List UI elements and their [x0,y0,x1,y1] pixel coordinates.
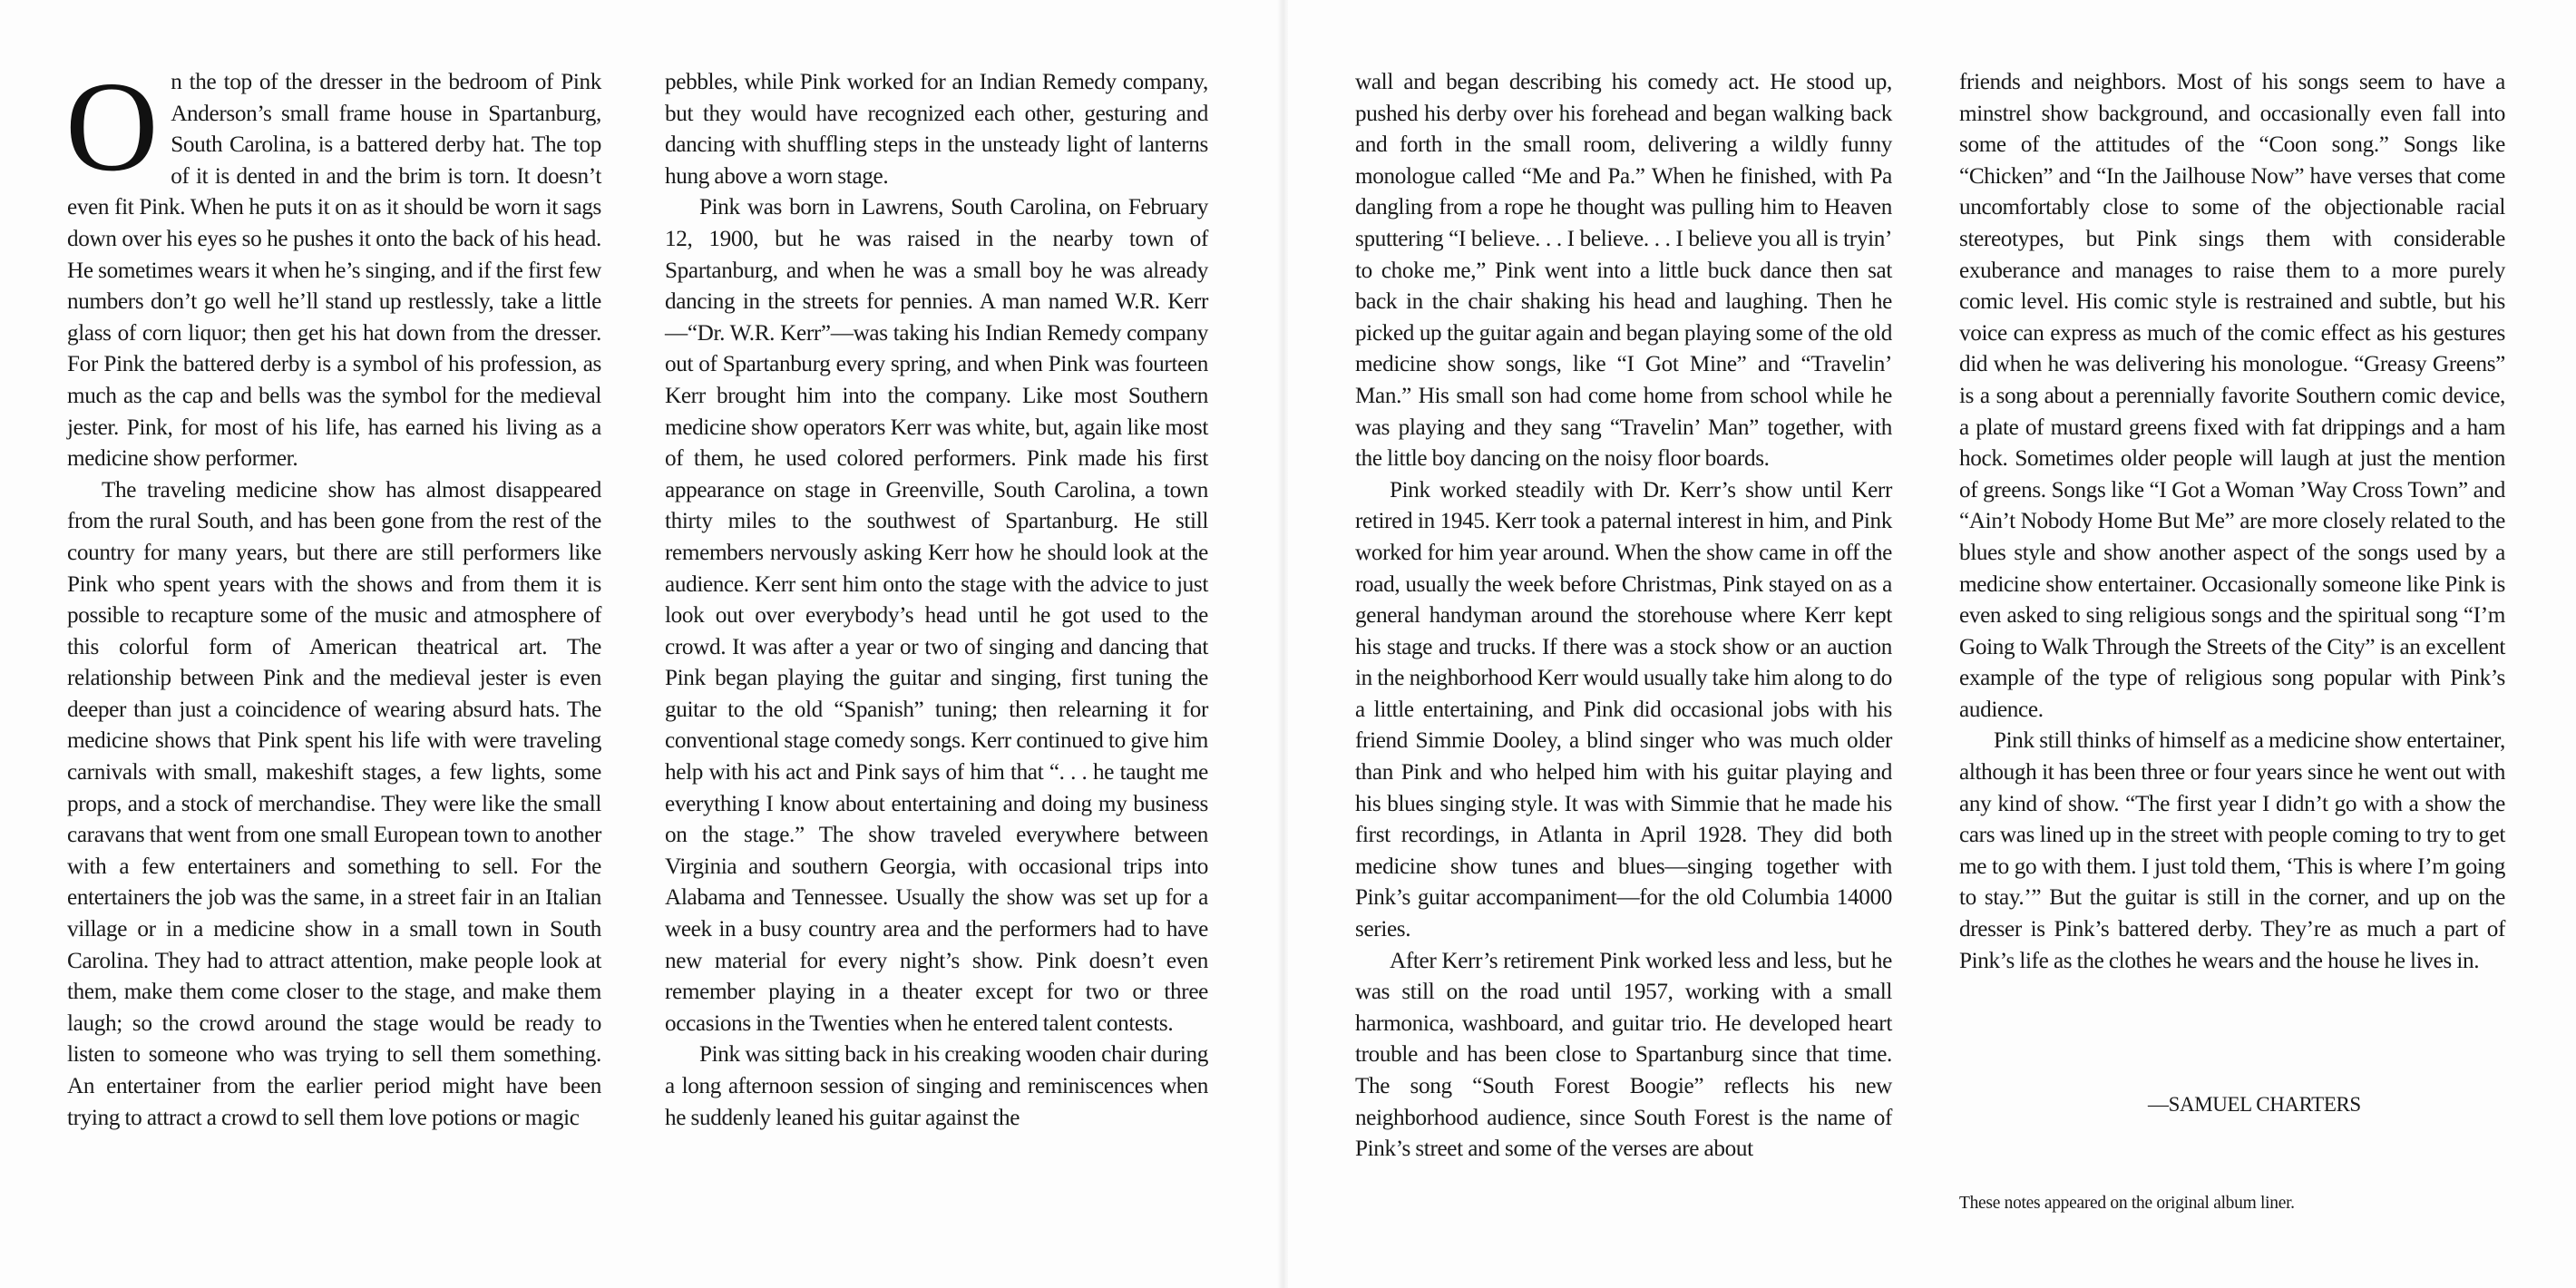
paragraph: Pink still thinks of himself as a medicine show entertainer, although it has been three or four years since he went out with any kind of show. “The first year I didn’t go with a show the cars was lined up in the street with people coming to try to get me to go with them. I just told them, ‘This is where I’m going to stay.’” But the guitar is still in the corner, and up on the dresser is Pink’s battered derby. They’re as much a part of Pink’s life as the clothes he wears and the house he lives in. [1959,728,2505,973]
column-2 [665,67,1208,1134]
drop-cap: O [65,54,159,198]
paragraph-text: n the top of the dresser in the bedroom of Pink Anderson’s small frame house in Spartanburg, South Carolina, is a battered derby hat. The top of it is dented in and the brim is torn. It doesn’t even fit Pink. When he puts it on as it should be worn it sags down over his eyes so he pushes it onto the back of his head. He sometimes wears it when he’s singing, and if the first few numbers don’t go well he’ll stand up restlessly, take a little glass of corn liquor; then get his hat down from the dresser. For Pink the battered derby is a symbol of his profession, as much as the cap and bells was the symbol for the medieval jester. Pink, for most of his life, has earned his living as a medicine show performer. [67,70,601,472]
column-1 [65,54,601,1134]
paragraph: The traveling medicine show has almost disappeared from the rural South, and has been gone from the rest of the country for many years, but there are still performers like Pink who spent years with the shows and from them it is possible to recapture some of the music and atmosphere of this colorful form of American theatrical art. The relationship between Pink and the medieval jester is even deeper than just a coincidence of wearing absurd hats. The medicine shows that Pink spent his life with were traveling carnivals with small, makeshift stages, a few lights, some props, and a stock of merchandise. They were like the small caravans that went from one small European town to another with a few entertainers and something to sell. For the entertainers the job was the same, in a street fair in an Italian village or in a medicine show in a small town in South Carolina. They had to attract attention, make people look at them, make them come closer to the stage, and make them laugh; so the crowd around the stage would be ready to listen to someone who was trying to sell them something. An entertainer from the earlier period might have been trying to attract a crowd to sell them love potions or magic [67,477,601,1130]
paragraph [65,54,601,475]
column-3 [1355,67,1892,1166]
paragraph: pebbles, while Pink worked for an Indian Remedy company, but they would have recognized each other, gesturing and dancing with shuffling steps in the unsteady light of lanterns hung above a worn stage. [665,70,1208,189]
paragraph: After Kerr’s retirement Pink worked less and less, but he was still on the road until 1957, working with a small harmonica, washboard, and guitar trio. He developed heart trouble and has been close to Spartanburg since that time. The song “South Forest Boogie” reflects his new neighborhood audience, since South Forest is the name of Pink’s street and some of the verses are about [1355,948,1892,1162]
paragraph: friends and neighbors. Most of his songs seem to have a minstrel show background, and occasionally even fall into some of the attitudes of the “Coon song.” Songs like “Chicken” and “In the Jailhouse Now” have verses that come uncomfortably close to some of the objectionable racial stereotypes, but Pink sings them with considerable exuberance and manages to raise them to a more purely comic level. His comic style is restrained and subtle, but his voice can express as much of the comic effect as his gestures did when he was delivering his monologue. “Greasy Greens” is a song about a perennially favorite Southern comic device, a plate of mustard greens fixed with fat drippings and a ham hock. Sometimes older people will laugh at just the mention of greens. Songs like “I Got a Woman ’Way Cross Town” and “Ain’t Nobody Home But Me” are more closely related to the blues style and show another aspect of the songs used by a medicine show entertainer. Occasionally someone like Pink is even asked to sing religious songs and the spiritual song “I’m Going to Walk Through the Streets of the City” is an excellent example of the type of religious song popular with Pink’s audience. [1959,70,2505,722]
paragraph: wall and began describing his comedy act. He stood up, pushed his derby over his forehead and began walking back and forth in the small room, delivering a wildly funny monologue called “Me and Pa.” When he finished, with Pa dangling from a rope he thought was pulling him to Heaven sputtering “I believe. . . I believe. . . I believe you all is tryin’ to choke me,” Pink went into a little buck dance then sat back in the chair shaking his head and laughing. Then he picked up the guitar again and began playing some of the old medicine show songs, like “I Got Mine” and “Travelin’ Man.” His small son had come home from school while he was playing and they sang “Travelin’ Man” together, with the little boy dancing on the noisy floor boards. [1355,70,1892,472]
left-page [0,0,1281,1288]
column-4 [1959,67,2505,977]
author-signature: —SAMUEL CHARTERS [2148,1093,2361,1116]
footnote: These notes appeared on the original album liner. [1959,1194,2295,1213]
paragraph: Pink worked steadily with Dr. Kerr’s show until Kerr retired in 1945. Kerr took a paternal interest in him, and Pink worked for him year around. When the show came in off the road, usually the week before Christmas, Pink stayed on as a general handyman around the storehouse where Kerr kept his stage and trucks. If there was a stock show or an auction in the neighborhood Kerr would usually take him along to do a little entertaining, and Pink did occasional jobs with his friend Simmie Dooley, a blind singer who was much older than Pink and who helped him with his guitar playing and his blues singing style. It was with Simmie that he made his first recordings, in Atlanta in April 1928. They did both medicine show tunes and blues—singing together with Pink’s guitar accompaniment—for the old Columbia 14000 series. [1355,477,1892,942]
paragraph: Pink was sitting back in his creaking wooden chair during a long afternoon session of singing and reminiscences when he suddenly leaned his guitar against the [665,1042,1208,1130]
paragraph: Pink was born in Lawrens, South Carolina, on February 12, 1900, but he was raised in the nearby town of Spartanburg, and when he was a small boy he was already dancing in the streets for pennies. A man named W.R. Kerr—“Dr. W.R. Kerr”—was taking his Indian Remedy company out of Spartanburg every spring, and when Pink was fourteen Kerr brought him into the company. Like most Southern medicine show operators Kerr was white, but, again like most of them, he used colored performers. Pink made his first appearance on stage in Greenville, South Carolina, a town thirty miles to the southwest of Spartanburg. He still remembers nervously asking Kerr how he should look at the audience. Kerr sent him onto the stage with the advice to just look out over everybody’s head until he got used to the crowd. It was after a year or two of singing and dancing that Pink began playing the guitar and singing, first tuning the guitar to the old “Spanish” tuning; then relearning it for conventional stage comedy songs. Kerr continued to give him help with his act and Pink says of him that “. . . he taught me everything I know about entertaining and doing my business on the stage.” The show traveled everywhere between Virginia and southern Georgia, with occasional trips into Alabama and Tennessee. Usually the show was set up for a week in a busy country area and the performers had to have new material for every night’s show. Pink doesn’t even remember playing in a theater except for two or three occasions in the Twenties when he entered talent contests. [665,195,1208,1036]
